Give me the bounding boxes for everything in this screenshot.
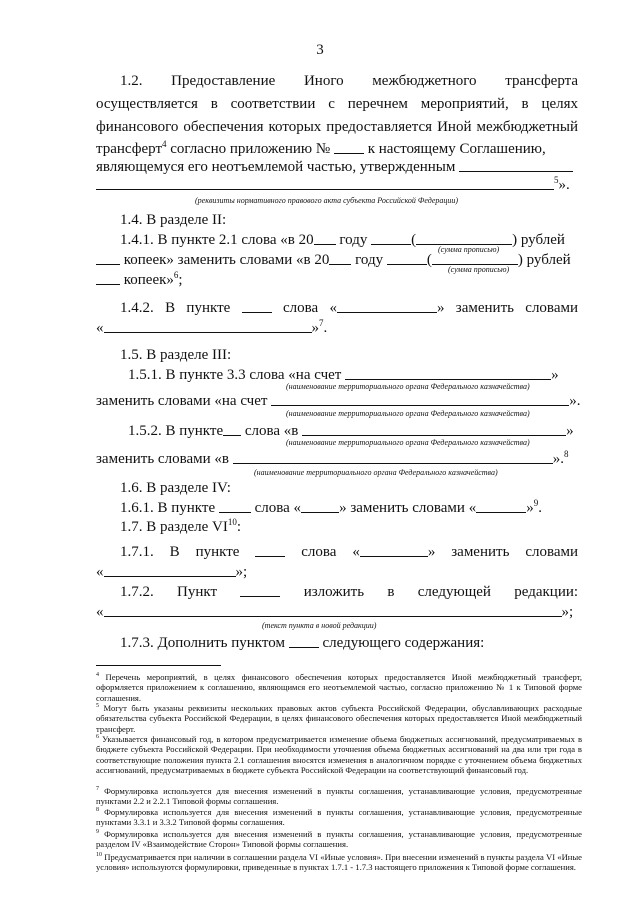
- s15-line152c: заменить словами «в ».$^8$: [96, 449, 569, 467]
- footnote-separator: [96, 665, 221, 666]
- s14-cap2: (сумма прописью): [448, 265, 510, 274]
- p12-line1: 1.2. Предоставление Иного межбюджетного трансферта: [120, 73, 579, 89]
- s17-line172: 1.7.2. Пункт изложить в следующей редакции:: [120, 584, 579, 600]
- s14-heading: 1.4. В разделе II:: [120, 212, 227, 228]
- s14-line142b: « »$^7$.: [96, 318, 328, 336]
- s15-cap3: (наименование территориального органа Федерального казначейства): [286, 438, 530, 447]
- s14-line3: копеек»$^6$;: [96, 271, 183, 289]
- s17-line172b: « »;: [96, 604, 574, 620]
- s15-cap1: (наименование территориального органа Федерального казначейства): [286, 382, 530, 391]
- p12-line6: $^5$».: [96, 176, 570, 194]
- footnote-7: $^7$ Формулировка используется для внесения изменений в пункты соглашения, устанавливающие условия, предусмотренные пунктами 2.2 и 2.2.1 Типовой формы соглашения.: [96, 786, 582, 807]
- p12-line5: являющемуся его неотъемлемой частью, утвержденным: [96, 158, 573, 176]
- p12-line4: трансферт$^4$ согласно приложению № к настоящему Соглашению,: [96, 139, 546, 157]
- s15-cap4: (наименование территориального органа Федерального казначейства): [254, 468, 498, 477]
- footnote-8: $^8$ Формулировка используется для внесения изменений в пункты соглашения, устанавливающие условия, предусмотренные пунктами 3.3.1 и 3.3.2 Типовой формы соглашения.: [96, 807, 582, 828]
- footnote-9: $^9$ Формулировка используется для внесения изменений в пункты соглашения, устанавливающие условия, предусмотренные разделом IV «Взаимодействие Сторон» Типовой формы соглашения.: [96, 829, 582, 850]
- s14-cap1: (сумма прописью): [438, 245, 500, 254]
- s14-line2: копеек» заменить словами «в 20 году ( ) рублей: [96, 251, 571, 269]
- s17-cap: (текст пункта в новой редакции): [262, 621, 377, 630]
- s17-line171b: « »;: [96, 564, 248, 580]
- footnote-5: $^5$ Могут быть указаны реквизиты нескольких правовых актов субъекта Российской Федерации, обуславливающих расходные обязательства субъекта Российской Федерации, в целях финансового обеспечения которых предоставляется Иной межбюджетный трансферт.: [96, 703, 583, 734]
- s14-line142: 1.4.2. В пункте слова « » заменить словами: [120, 300, 578, 316]
- s15-heading: 1.5. В разделе III:: [120, 347, 232, 363]
- s15-cap2: (наименование территориального органа Федерального казначейства): [286, 409, 530, 418]
- footnote-4: $^4$ Перечень мероприятий, в целях финансового обеспечения которых предоставляется Иной межбюджетный трансферт, оформляется приложением к соглашению, являющимся его неотъемлемой частью, согласно приложению № 1 к Типовой форме соглашения.: [96, 672, 582, 703]
- footnote-6: $^6$ Указывается финансовый год, в котором предусматривается изменение объема бюджетных ассигнований, предусматриваемых в бюджете субъекта Российской Федерации. При необходимости уточнения объема бюджетных ассигнований на два или три года в соответствующие положения пункта 2.1 соглашения вносятся изменения в аналогичном порядке с уточнением объема бюджетных ассигнований, предусматриваемых в бюджете субъекта Российской Федерации на соответствующий финансовый год.: [96, 734, 582, 776]
- footnote-10: $^{10}$ Предусматривается при наличии в соглашении раздела VI «Иные условия». При внесении изменений в пункты раздела VI «Иные условия» используются формулировки, приведенные в пунктах 1.7.1 - 1.7.3 настоящего приложения к Типовой форме соглашения.: [96, 852, 582, 873]
- p12-line2: осуществляется в соответствии с перечнем мероприятий, в целях: [96, 96, 579, 112]
- s17-line173: 1.7.3. Дополнить пунктом следующего содержания:: [120, 635, 485, 651]
- s16-line161: 1.6.1. В пункте слова « » заменить словами « »$^9$.: [120, 498, 542, 516]
- s14-line1: 1.4.1. В пункте 2.1 слова «в 20 году ( ) рублей: [120, 232, 565, 248]
- s15-line151: 1.5.1. В пункте 3.3 слова «на счет »: [128, 367, 559, 383]
- p12-caption: (реквизиты нормативного правового акта субъекта Российской Федерации): [195, 196, 459, 205]
- page-number: 3: [316, 42, 324, 58]
- s15-line152: 1.5.2. В пункте слова «в »: [128, 423, 574, 439]
- s17-heading: 1.7. В разделе VI$^{10}$:: [120, 517, 241, 535]
- p12-line3: финансового обеспечения которых предоставляется Иной межбюджетный: [96, 119, 579, 135]
- s15-line151b: заменить словами «на счет ».: [96, 393, 581, 409]
- s16-heading: 1.6. В разделе IV:: [120, 480, 231, 496]
- s17-line171: 1.7.1. В пункте слова « » заменить словами: [120, 544, 579, 560]
